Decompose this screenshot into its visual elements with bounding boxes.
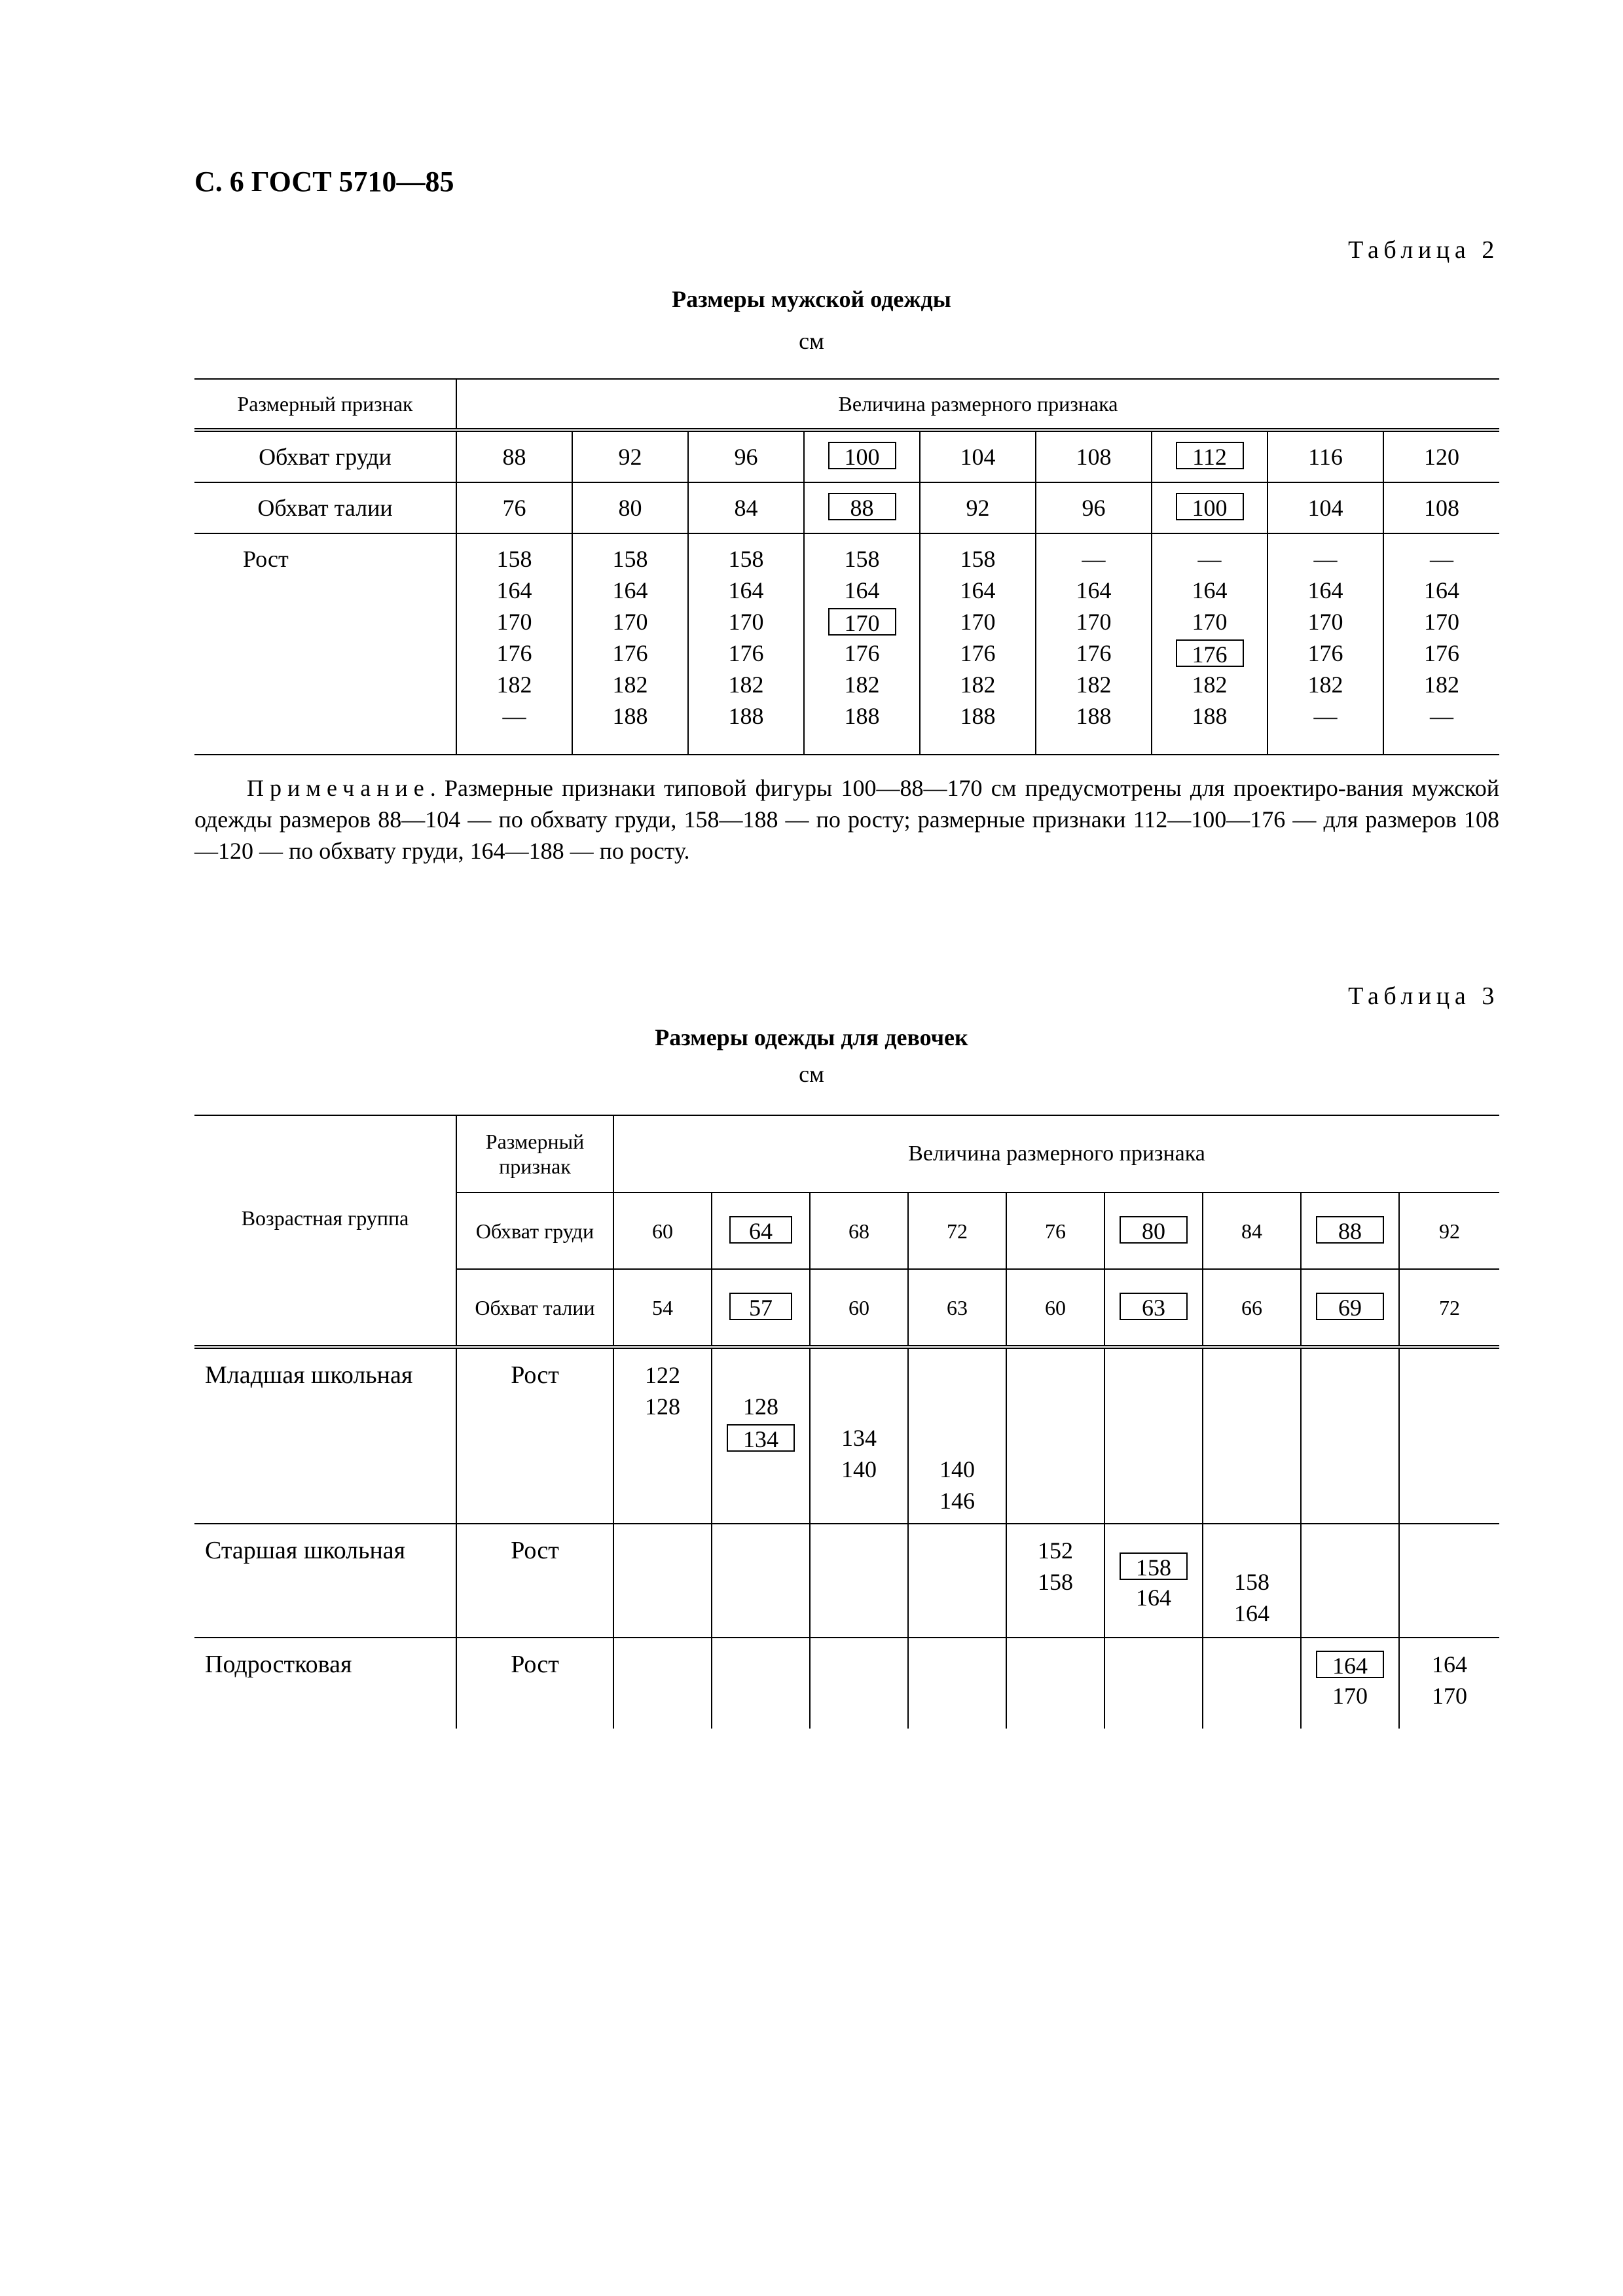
height-value: 128 bbox=[743, 1393, 778, 1420]
chest-cell: 92 bbox=[1399, 1193, 1499, 1269]
height-value: 164 bbox=[1076, 577, 1112, 603]
chest-cell: 116 bbox=[1267, 430, 1383, 482]
height-value: 188 bbox=[960, 703, 996, 729]
typical-figure-box: 88 bbox=[1316, 1216, 1384, 1244]
chest-label: Обхват груди bbox=[194, 430, 456, 482]
typical-figure-box: 80 bbox=[1120, 1216, 1188, 1244]
height-value: 176 bbox=[728, 640, 764, 666]
height-value bbox=[805, 606, 919, 637]
height-value: 152 bbox=[1038, 1537, 1073, 1564]
height-value: 158 bbox=[496, 546, 532, 572]
waist-cell bbox=[1301, 1269, 1399, 1347]
table3-unit: см bbox=[799, 1061, 824, 1087]
table2-unit: см bbox=[799, 328, 824, 354]
height-value: — bbox=[1313, 546, 1338, 572]
table2-number: Таблица 2 bbox=[1348, 236, 1499, 264]
height-cell bbox=[1203, 1524, 1301, 1638]
waist-cell: 63 bbox=[908, 1269, 1006, 1347]
height-value: 158 bbox=[612, 546, 648, 572]
waist-cell: 54 bbox=[613, 1269, 712, 1347]
height-value: 140 bbox=[939, 1456, 975, 1482]
waist-cell: 84 bbox=[688, 482, 804, 533]
height-value bbox=[1302, 1649, 1398, 1680]
height-value: 182 bbox=[612, 672, 648, 698]
height-value: 176 bbox=[1076, 640, 1112, 666]
spacer bbox=[909, 1422, 1006, 1454]
height-cell bbox=[810, 1347, 908, 1524]
spacer bbox=[1105, 1535, 1202, 1551]
height-value: 164 bbox=[1307, 577, 1343, 603]
height-cell bbox=[804, 533, 920, 755]
waist-cell: 104 bbox=[1267, 482, 1383, 533]
empty-cell bbox=[1203, 1638, 1301, 1729]
empty-cell bbox=[1399, 1524, 1499, 1638]
value-header: Величина размерного признака bbox=[613, 1115, 1499, 1193]
height-value: 182 bbox=[1192, 672, 1228, 698]
waist-cell bbox=[712, 1269, 810, 1347]
empty-cell bbox=[810, 1524, 908, 1638]
height-value: 122 bbox=[645, 1362, 680, 1388]
chest-cell bbox=[712, 1193, 810, 1269]
typical-figure-box: 176 bbox=[1176, 639, 1244, 667]
chest-cell bbox=[804, 430, 920, 482]
empty-cell bbox=[613, 1524, 712, 1638]
height-value: 170 bbox=[612, 609, 648, 635]
age-group-name: Старшая школьная bbox=[194, 1524, 456, 1638]
table2-note bbox=[194, 772, 1499, 867]
empty-cell bbox=[1006, 1638, 1104, 1729]
height-value: 164 bbox=[612, 577, 648, 603]
header-values: Величина размерного признака bbox=[456, 379, 1499, 430]
typical-figure-box: 88 bbox=[828, 493, 896, 520]
height-value: 170 bbox=[1192, 609, 1228, 635]
empty-cell bbox=[908, 1638, 1006, 1729]
height-cell bbox=[456, 533, 572, 755]
height-label: Рост bbox=[456, 1638, 613, 1729]
chest-cell: 84 bbox=[1203, 1193, 1301, 1269]
height-value bbox=[1152, 637, 1267, 669]
height-value: 158 bbox=[1234, 1569, 1269, 1595]
height-value: 170 bbox=[1332, 1683, 1368, 1709]
empty-cell bbox=[1301, 1524, 1399, 1638]
height-value: 164 bbox=[1136, 1585, 1171, 1611]
typical-figure-box: 57 bbox=[729, 1293, 792, 1320]
height-value: 134 bbox=[841, 1425, 877, 1451]
height-value: 182 bbox=[960, 672, 996, 698]
chest-cell: 60 bbox=[613, 1193, 712, 1269]
height-cell bbox=[1036, 533, 1152, 755]
height-value: 188 bbox=[1192, 703, 1228, 729]
empty-cell bbox=[712, 1524, 810, 1638]
typical-figure-box: 100 bbox=[828, 442, 896, 469]
height-value: 170 bbox=[496, 609, 532, 635]
height-value: 164 bbox=[960, 577, 996, 603]
chest-cell: 76 bbox=[1006, 1193, 1104, 1269]
height-value bbox=[712, 1422, 809, 1454]
height-value: 164 bbox=[1234, 1600, 1269, 1626]
chest-cell: 108 bbox=[1036, 430, 1152, 482]
chest-cell: 92 bbox=[572, 430, 688, 482]
height-value: 176 bbox=[960, 640, 996, 666]
chest-cell: 88 bbox=[456, 430, 572, 482]
waist-cell: 76 bbox=[456, 482, 572, 533]
waist-cell: 92 bbox=[920, 482, 1036, 533]
height-value: 170 bbox=[1076, 609, 1112, 635]
feature-header: Размерный признак bbox=[456, 1115, 613, 1193]
note-text: . Размерные признаки типовой фигуры 100—88—170 см предусмотрены для проектиро-вания мужской одежды размеров 88—104 — по обхвату груди, 158—188 — по росту; размерные признаки 112—100—176 — для размеров 108—120 — по обхвату груди, 164—188 — по росту. bbox=[194, 775, 1499, 864]
height-value: 140 bbox=[841, 1456, 877, 1482]
waist-cell: 96 bbox=[1036, 482, 1152, 533]
spacer bbox=[811, 1359, 907, 1391]
height-value: 188 bbox=[612, 703, 648, 729]
height-label: Рост bbox=[456, 1524, 613, 1638]
height-cell bbox=[1006, 1524, 1104, 1638]
typical-figure-box: 64 bbox=[729, 1216, 792, 1244]
empty-cell bbox=[1399, 1347, 1499, 1524]
spacer bbox=[1203, 1535, 1300, 1566]
table3-title: Размеры одежды для девочек bbox=[655, 1024, 968, 1050]
waist-label: Обхват талии bbox=[456, 1269, 613, 1347]
height-value: 182 bbox=[844, 672, 880, 698]
spacer bbox=[712, 1359, 809, 1391]
height-value: 158 bbox=[1038, 1569, 1073, 1595]
height-value: — bbox=[502, 703, 526, 729]
typical-figure-box: 69 bbox=[1316, 1293, 1384, 1320]
height-cell bbox=[1383, 533, 1499, 755]
waist-cell: 80 bbox=[572, 482, 688, 533]
height-value bbox=[1105, 1551, 1202, 1582]
waist-cell bbox=[804, 482, 920, 533]
height-value: 182 bbox=[728, 672, 764, 698]
height-value: 182 bbox=[496, 672, 532, 698]
waist-label: Обхват талии bbox=[194, 482, 456, 533]
table3-number: Таблица 3 bbox=[1348, 982, 1499, 1010]
spacer bbox=[811, 1391, 907, 1422]
empty-cell bbox=[712, 1638, 810, 1729]
height-cell bbox=[688, 533, 804, 755]
waist-cell bbox=[1104, 1269, 1203, 1347]
height-cell bbox=[1267, 533, 1383, 755]
typical-figure-box: 63 bbox=[1120, 1293, 1188, 1320]
chest-cell: 120 bbox=[1383, 430, 1499, 482]
chest-cell: 72 bbox=[908, 1193, 1006, 1269]
chest-label: Обхват груди bbox=[456, 1193, 613, 1269]
empty-cell bbox=[908, 1524, 1006, 1638]
height-label: Рост bbox=[243, 546, 289, 572]
header-feature: Размерный признак bbox=[194, 379, 456, 430]
typical-figure-box: 164 bbox=[1316, 1651, 1384, 1678]
men-sizes-table bbox=[194, 378, 1499, 755]
height-value: 170 bbox=[1424, 609, 1460, 635]
height-cell bbox=[920, 533, 1036, 755]
height-cell bbox=[1399, 1638, 1499, 1729]
height-value: 146 bbox=[939, 1488, 975, 1514]
height-value: — bbox=[1197, 546, 1222, 572]
height-value: — bbox=[1430, 703, 1454, 729]
typical-figure-box: 170 bbox=[828, 608, 896, 636]
height-value: 164 bbox=[1432, 1651, 1467, 1677]
waist-cell bbox=[1152, 482, 1267, 533]
height-value: 176 bbox=[612, 640, 648, 666]
waist-cell: 108 bbox=[1383, 482, 1499, 533]
chest-cell bbox=[1152, 430, 1267, 482]
height-value: — bbox=[1313, 703, 1338, 729]
height-value: 158 bbox=[960, 546, 996, 572]
spacer bbox=[909, 1391, 1006, 1422]
spacer bbox=[909, 1359, 1006, 1391]
height-value: 170 bbox=[728, 609, 764, 635]
page-header: С. 6 ГОСТ 5710—85 bbox=[194, 166, 454, 198]
typical-figure-box: 100 bbox=[1176, 493, 1244, 520]
height-value: 164 bbox=[496, 577, 532, 603]
height-cell bbox=[908, 1347, 1006, 1524]
waist-cell: 60 bbox=[810, 1269, 908, 1347]
age-group-name: Подростковая bbox=[205, 1651, 352, 1678]
chest-cell: 96 bbox=[688, 430, 804, 482]
height-value: 182 bbox=[1076, 672, 1112, 698]
height-value: 182 bbox=[1424, 672, 1460, 698]
age-group-name: Младшая школьная bbox=[194, 1347, 456, 1524]
waist-cell: 60 bbox=[1006, 1269, 1104, 1347]
height-value: 170 bbox=[960, 609, 996, 635]
height-label: Рост bbox=[456, 1347, 613, 1524]
height-cell bbox=[1152, 533, 1267, 755]
typical-figure-box: 112 bbox=[1176, 442, 1244, 469]
height-value: — bbox=[1430, 546, 1454, 572]
height-value: 158 bbox=[728, 546, 764, 572]
height-cell bbox=[1301, 1638, 1399, 1729]
typical-figure-box: 158 bbox=[1120, 1552, 1188, 1580]
height-value: 170 bbox=[1307, 609, 1343, 635]
chest-cell bbox=[1301, 1193, 1399, 1269]
height-cell bbox=[613, 1347, 712, 1524]
table2-title: Размеры мужской одежды bbox=[672, 286, 951, 312]
typical-figure-box: 134 bbox=[727, 1424, 795, 1452]
height-value: 176 bbox=[1307, 640, 1343, 666]
empty-cell bbox=[1301, 1347, 1399, 1524]
empty-cell bbox=[1104, 1638, 1203, 1729]
height-value: 128 bbox=[645, 1393, 680, 1420]
waist-cell: 72 bbox=[1399, 1269, 1499, 1347]
chest-cell: 104 bbox=[920, 430, 1036, 482]
height-value: 158 bbox=[844, 546, 880, 572]
empty-cell bbox=[1006, 1347, 1104, 1524]
height-value: 164 bbox=[1424, 577, 1460, 603]
chest-cell: 68 bbox=[810, 1193, 908, 1269]
girls-sizes-table bbox=[194, 1115, 1499, 1729]
height-cell bbox=[572, 533, 688, 755]
height-cell bbox=[1104, 1524, 1203, 1638]
height-value: 164 bbox=[1192, 577, 1228, 603]
empty-cell bbox=[1203, 1347, 1301, 1524]
height-value: 176 bbox=[844, 640, 880, 666]
waist-cell: 66 bbox=[1203, 1269, 1301, 1347]
empty-cell bbox=[1104, 1347, 1203, 1524]
height-value: 176 bbox=[1424, 640, 1460, 666]
note-label: Примечание bbox=[247, 775, 430, 801]
height-cell bbox=[712, 1347, 810, 1524]
height-value: 188 bbox=[844, 703, 880, 729]
chest-cell bbox=[1104, 1193, 1203, 1269]
empty-cell bbox=[810, 1638, 908, 1729]
height-value: 164 bbox=[728, 577, 764, 603]
height-value: 170 bbox=[1432, 1683, 1467, 1709]
height-value: 176 bbox=[496, 640, 532, 666]
height-value: 182 bbox=[1307, 672, 1343, 698]
height-value: 164 bbox=[844, 577, 880, 603]
age-group-header: Возрастная группа bbox=[194, 1115, 456, 1347]
height-value: — bbox=[1082, 546, 1106, 572]
height-value: 188 bbox=[728, 703, 764, 729]
empty-cell bbox=[613, 1638, 712, 1729]
height-value: 188 bbox=[1076, 703, 1112, 729]
